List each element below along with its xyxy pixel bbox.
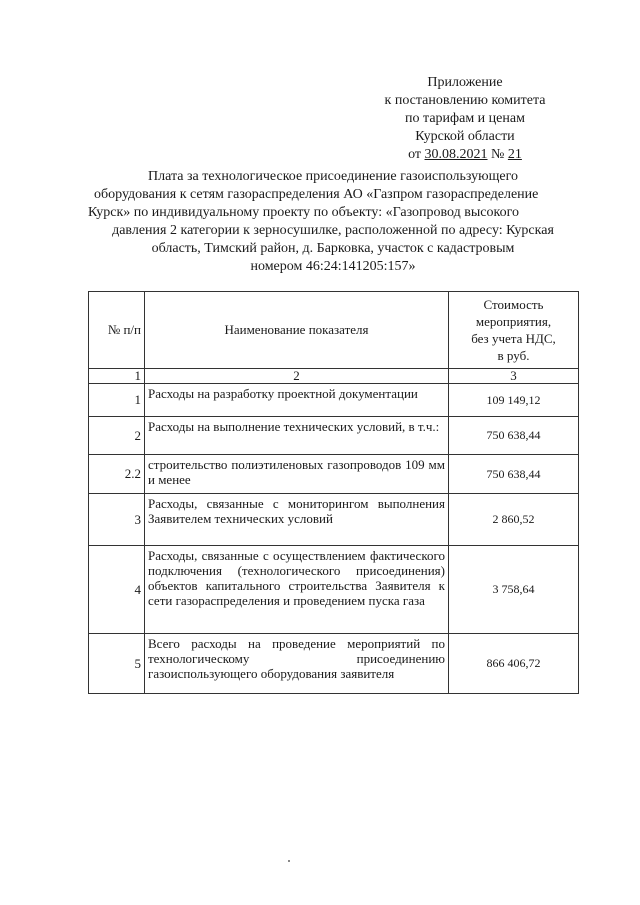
appendix-number-sign: № (487, 147, 508, 162)
row-name: Расходы на выполнение технических условий, в т.ч.: (145, 417, 449, 455)
row-name: Расходы на разработку проектной документации (145, 384, 449, 417)
appendix-line: по тарифам и ценам (405, 111, 525, 126)
row-cost: 866 406,72 (449, 634, 579, 694)
table-row (89, 417, 579, 455)
table-row (89, 546, 579, 634)
header-cost-line: мероприятия, (475, 314, 552, 329)
row-num: 4 (89, 546, 145, 634)
appendix-line: Курской области (415, 129, 515, 144)
title-line: номером 46:24:141205:157» (250, 259, 416, 274)
row-num: 2 (89, 417, 145, 455)
index-cell: 2 (145, 369, 449, 384)
row-num: 1 (89, 384, 145, 417)
row-name: Расходы, связанные с мониторингом выполнения Заявителем технических условий (145, 494, 449, 546)
row-num: 2.2 (89, 455, 145, 494)
title-line: давления 2 категории к зерносушилке, расположенной по адресу: Курская (112, 223, 554, 238)
appendix-line: к постановлению комитета (384, 93, 546, 108)
cost-table (88, 291, 579, 694)
row-cost: 750 638,44 (449, 455, 579, 494)
row-name: Всего расходы на проведение мероприятий по технологическому присоединению газоиспользующего оборудования заявителя (145, 634, 449, 694)
table-row (89, 384, 579, 417)
header-cost (449, 292, 579, 369)
table-row (89, 455, 579, 494)
index-cell: 3 (449, 369, 579, 384)
title-line: Курск» по индивидуальному проекту по объекту: «Газопровод высокого (88, 205, 519, 220)
appendix-date: 30.08.2021 (424, 147, 488, 162)
index-cell: 1 (89, 369, 145, 384)
title-line: оборудования к сетям газораспределения АО «Газпром газораспределение (94, 187, 539, 202)
header-cost-line: в руб. (497, 348, 530, 363)
table-index-row (89, 369, 579, 384)
scan-speck (288, 860, 290, 862)
appendix-block (360, 74, 570, 164)
row-cost: 750 638,44 (449, 417, 579, 455)
document-title (88, 168, 578, 276)
row-cost: 109 149,12 (449, 384, 579, 417)
row-cost: 3 758,64 (449, 546, 579, 634)
header-num: № п/п (89, 292, 145, 369)
appendix-number: 21 (507, 147, 522, 162)
row-name: Расходы, связанные с осуществлением фактического подключения (технологического присоединения) объектов капитального строительства Заявителя к сети газораспределения и проведением пуска газа (145, 546, 449, 634)
title-line: область, Тимский район, д. Барковка, участок с кадастровым (151, 241, 515, 256)
appendix-date-line (360, 146, 570, 164)
table-header-row (89, 292, 579, 369)
appendix-date-prefix: от (408, 147, 425, 162)
appendix-line: Приложение (427, 75, 503, 90)
row-name: строительство полиэтиленовых газопроводов 109 мм и менее (145, 455, 449, 494)
row-num: 3 (89, 494, 145, 546)
row-num: 5 (89, 634, 145, 694)
title-line: Плата за технологическое присоединение газоиспользующего (148, 169, 518, 184)
table-row (89, 494, 579, 546)
header-cost-line: без учета НДС, (471, 331, 556, 346)
row-cost: 2 860,52 (449, 494, 579, 546)
header-name: Наименование показателя (145, 292, 449, 369)
header-cost-line: Стоимость (483, 297, 544, 312)
table-row (89, 634, 579, 694)
